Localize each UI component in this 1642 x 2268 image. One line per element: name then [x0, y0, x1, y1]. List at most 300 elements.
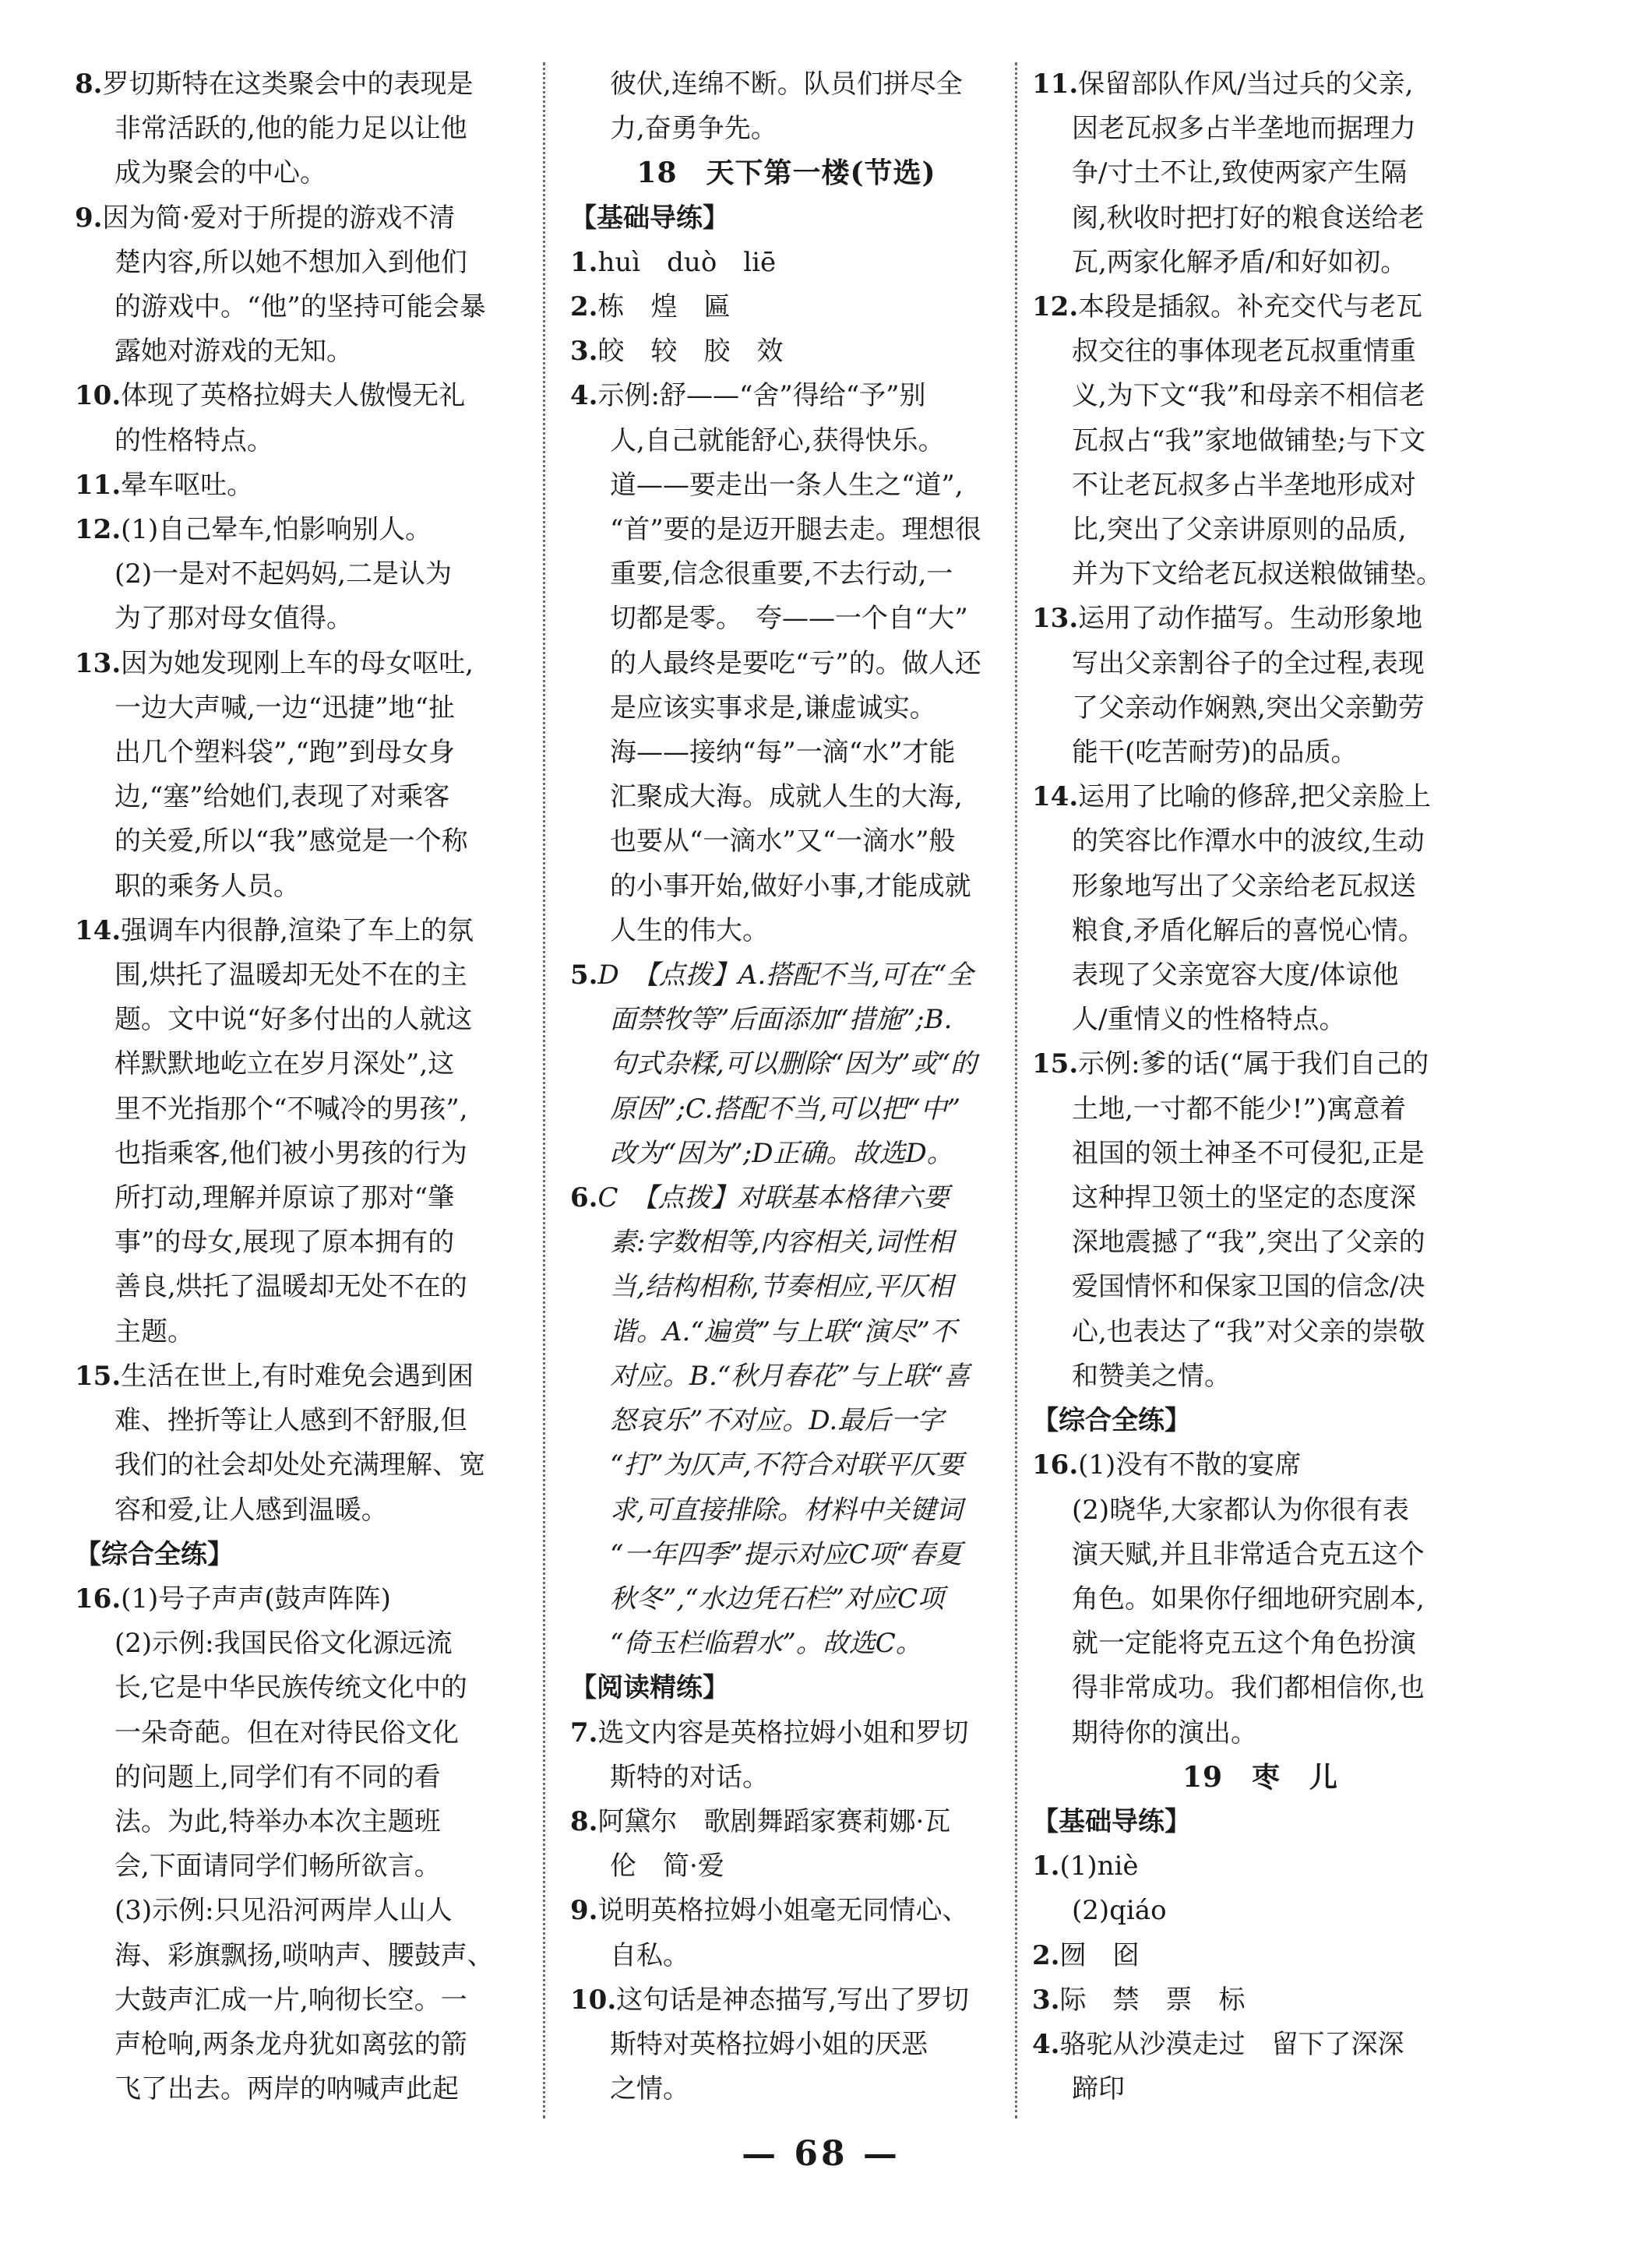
answer-line — [75, 597, 541, 641]
answer-text: 法。为此,特举办本次主题班 — [115, 1805, 441, 1837]
answer-column-2 — [570, 62, 1002, 2111]
answer-text: 人/重情义的性格特点。 — [1072, 1004, 1346, 1036]
answer-line — [1032, 1622, 1489, 1666]
answer-line — [75, 1756, 541, 1800]
answer-item — [75, 463, 541, 508]
answer-line — [570, 1577, 1002, 1622]
answer-text: 彼伏,连绵不断。队员们拼尽全 — [610, 69, 963, 100]
answer-text: 囫 囵 — [1059, 1939, 1140, 1971]
item-number: 5. — [570, 960, 598, 991]
answer-text: (3)示例:只见沿河两岸人山人 — [115, 1895, 453, 1927]
answer-line — [570, 1399, 1002, 1443]
answer-text: 运用了动作描写。生动形象地 — [1078, 603, 1423, 635]
item-number: 4. — [570, 380, 598, 412]
answer-text: 重要,信念很重要,不去行动,一 — [610, 558, 953, 590]
answer-text: 义,为下文“我”和母亲不相信老 — [1072, 380, 1425, 412]
answer-text: 叔交往的事体现老瓦叔重情重 — [1072, 336, 1416, 368]
answer-text: 是应该实事求是,谦虚诚实。 — [610, 692, 936, 724]
answer-text: 楚内容,所以她不想加入到他们 — [115, 246, 467, 278]
answer-text: 飞了出去。两岸的呐喊声此起 — [115, 2073, 459, 2105]
answer-line — [75, 1399, 541, 1443]
answer-text: 说明英格拉姆小姐毫无同情心、 — [597, 1895, 969, 1927]
answer-text: 并为下文给老瓦叔送粮做铺垫。 — [1072, 558, 1443, 590]
answer-line — [570, 1488, 1002, 1533]
answer-text: 演天赋,并且非常适合克五这个 — [1072, 1538, 1425, 1570]
answer-text: 就一定能将克五这个角色扮演 — [1072, 1628, 1416, 1660]
answer-item — [75, 1354, 541, 1399]
answer-line — [1032, 1132, 1489, 1176]
answer-line — [570, 2067, 1002, 2111]
answer-item — [570, 285, 1002, 329]
answer-text: 示例:舒——“舍”得给“予”别 — [597, 380, 926, 412]
answer-line — [570, 508, 1002, 552]
item-number: 15. — [75, 1360, 122, 1392]
answer-line — [1032, 1577, 1489, 1622]
answer-line — [1032, 241, 1489, 285]
answer-text: 示例:爹的话(“属于我们自己的 — [1078, 1048, 1429, 1080]
answer-text: 自私。 — [610, 1939, 689, 1971]
answer-text: 能干(吃苦耐劳)的品质。 — [1072, 737, 1358, 769]
answer-line — [570, 1354, 1002, 1399]
answer-text: 容和爱,让人感到温暖。 — [115, 1494, 388, 1526]
answer-line — [1032, 107, 1489, 151]
answer-line — [570, 642, 1002, 686]
answer-text: 的小事开始,做好小事,才能成就 — [610, 870, 971, 902]
answer-text: 得非常成功。我们都相信你,也 — [1072, 1672, 1425, 1704]
answer-text: 也指乘客,他们被小男孩的行为 — [115, 1137, 467, 1169]
explanation-text: “倚玉栏临碧水”。故选C。 — [610, 1628, 922, 1660]
explanation-text: 素:字数相等,内容相关,词性相 — [610, 1227, 954, 1259]
answer-line — [1032, 731, 1489, 775]
answer-text: 事”的母女,展现了原本拥有的 — [115, 1227, 455, 1259]
answer-line — [1032, 642, 1489, 686]
answer-item — [1032, 285, 1489, 329]
answer-line — [570, 1042, 1002, 1086]
lesson-title: 18 天下第一楼(节选) — [636, 157, 936, 190]
answer-text: 晕车呕吐。 — [121, 469, 254, 501]
answer-item — [570, 241, 1002, 285]
answer-line — [75, 241, 541, 285]
answer-line — [75, 998, 541, 1042]
answer-text: 道——要走出一条人生之“道”, — [610, 469, 964, 501]
answer-text: 选文内容是英格拉姆小姐和罗切 — [597, 1717, 969, 1749]
answer-text: 心,也表达了“我”对父亲的崇敬 — [1072, 1315, 1425, 1347]
answer-item — [570, 1978, 1002, 2023]
answer-text: 祖国的领土神圣不可侵犯,正是 — [1072, 1137, 1425, 1169]
answer-text: (2)示例:我国民俗文化源远流 — [115, 1628, 453, 1660]
answer-line — [570, 1934, 1002, 1978]
answer-text: 海——接纳“每”一滴“水”才能 — [610, 737, 956, 769]
answer-item — [1032, 1978, 1489, 2023]
answer-text: huì duò liē — [597, 246, 777, 278]
answer-text: 出几个塑料袋”,“跑”到母女身 — [115, 737, 455, 769]
answer-text: “首”要的是迈开腿去走。理想很 — [610, 514, 981, 546]
answer-line — [75, 2023, 541, 2067]
answer-item — [1032, 1443, 1489, 1488]
answer-text: 长,它是中华民族传统文化中的 — [115, 1672, 467, 1704]
answer-item — [1032, 1934, 1489, 1978]
explanation-text: 对应。B.“秋月春花”与上联“喜 — [610, 1360, 970, 1392]
answer-text: 成为聚会的中心。 — [115, 157, 326, 189]
answer-line — [1032, 329, 1489, 374]
answer-item — [1032, 597, 1489, 641]
item-number: 11. — [75, 469, 122, 501]
item-number: 14. — [75, 914, 122, 946]
answer-line — [75, 819, 541, 864]
answer-text: 强调车内很静,渲染了车上的氛 — [121, 914, 474, 946]
answer-item — [570, 1800, 1002, 1844]
item-number: 7. — [570, 1717, 598, 1749]
answer-text: 里不光指那个“不喊冷的男孩”, — [115, 1093, 468, 1125]
answer-text: 为了那对母女值得。 — [115, 603, 353, 635]
answer-line — [75, 731, 541, 775]
answer-line — [1032, 552, 1489, 597]
answer-line — [570, 998, 1002, 1042]
explanation-text: D 【点拨】A.搭配不当,可在“全 — [597, 960, 974, 991]
answer-text: 非常活跃的,他的能力足以让他 — [115, 113, 467, 145]
answer-text: 的关爱,所以“我”感觉是一个称 — [115, 826, 468, 858]
answer-item — [75, 508, 541, 552]
answer-text: 罗切斯特在这类聚会中的表现是 — [102, 69, 474, 100]
answer-line — [75, 1889, 541, 1933]
answer-text: 因为简·爱对于所提的游戏不清 — [102, 202, 456, 234]
answer-text: 也要从“一滴水”又“一滴水”般 — [610, 826, 956, 858]
answer-line — [570, 2023, 1002, 2067]
answer-item — [570, 329, 1002, 374]
item-number: 8. — [570, 1805, 598, 1837]
answer-text: 运用了比喻的修辞,把父亲脸上 — [1078, 781, 1431, 813]
answer-text: 边,“塞”给她们,表现了对乘客 — [115, 781, 450, 813]
answer-line — [570, 1132, 1002, 1176]
section-header: 【综合全练】 — [1032, 1405, 1191, 1437]
answer-text: 这种捍卫领土的坚定的态度深 — [1072, 1182, 1416, 1214]
answer-line — [75, 1443, 541, 1488]
section-header: 【阅读精练】 — [570, 1672, 729, 1704]
section-header: 【基础导练】 — [570, 202, 729, 234]
answer-line — [1032, 1087, 1489, 1132]
answer-text: 大鼓声汇成一片,响彻长空。一 — [115, 1984, 467, 2016]
answer-item — [1032, 775, 1489, 819]
answer-text: 蹄印 — [1072, 2073, 1125, 2105]
item-number: 15. — [1032, 1048, 1079, 1080]
answer-line — [570, 1756, 1002, 1800]
answer-line — [75, 107, 541, 151]
answer-text: 斯特的对话。 — [610, 1761, 769, 1793]
answer-text: 角色。如果你仔细地研究剧本, — [1072, 1583, 1425, 1615]
answer-text: 样默默地屹立在岁月深处”,这 — [115, 1048, 455, 1080]
answer-item — [570, 1889, 1002, 1933]
answer-text: 难、挫折等让人感到不舒服,但 — [115, 1405, 467, 1437]
answer-item — [1032, 62, 1489, 107]
answer-text: 之情。 — [610, 2073, 689, 2105]
answer-text: (1)没有不散的宴席 — [1078, 1449, 1302, 1481]
answer-line — [1032, 508, 1489, 552]
answer-line — [75, 1220, 541, 1265]
explanation-text: “一年四季”提示对应C项“春夏 — [610, 1538, 963, 1570]
answer-text: 海、彩旗飘扬,唢呐声、腰鼓声、 — [115, 1939, 494, 1971]
answer-text: 我们的社会却处处充满理解、宽 — [115, 1449, 485, 1481]
item-number: 3. — [570, 336, 598, 368]
answer-line — [75, 552, 541, 597]
answer-line — [1032, 419, 1489, 463]
answer-line — [75, 953, 541, 998]
answer-line — [1032, 819, 1489, 864]
answer-text: 这句话是神态描写,写出了罗切 — [616, 1984, 969, 2016]
answer-text: 不让老瓦叔多占半垄地形成对 — [1072, 469, 1416, 501]
lesson-title: 19 枣 儿 — [1182, 1760, 1339, 1794]
answer-line — [1032, 686, 1489, 731]
item-number: 6. — [570, 1182, 598, 1214]
answer-text: 的问题上,同学们有不同的看 — [115, 1761, 441, 1793]
answer-item — [75, 196, 541, 241]
answer-line — [570, 1443, 1002, 1488]
item-number: 1. — [1032, 1851, 1060, 1882]
answer-text: 的人最终是要吃“亏”的。做人还 — [610, 647, 981, 679]
answer-text: 皎 较 胶 效 — [597, 336, 784, 368]
answer-column-1 — [75, 62, 541, 2111]
explanation-text: 谐。A.“遍赏”与上联“演尽”不 — [610, 1315, 957, 1347]
answer-line — [570, 1844, 1002, 1889]
answer-text: 一边大声喊,一边“迅捷”地“扯 — [115, 692, 455, 724]
answer-text: (2)晓华,大家都认为你很有表 — [1072, 1494, 1409, 1526]
answer-text: 土地,一寸都不能少!”)寓意着 — [1072, 1093, 1407, 1125]
answer-line — [75, 1800, 541, 1844]
answer-text: (1)号子声声(鼓声阵阵) — [121, 1583, 391, 1615]
answer-line — [75, 419, 541, 463]
answer-text: 写出父亲割谷子的全过程,表现 — [1072, 647, 1425, 679]
answer-text: 因老瓦叔多占半垄地而据理力 — [1072, 113, 1416, 145]
answer-text: 骆驼从沙漠走过 留下了深深 — [1059, 2028, 1404, 2060]
explanation-text: 原因”;C.搭配不当,可以把“中” — [610, 1093, 961, 1125]
answer-text: 汇聚成大海。成就人生的大海, — [610, 781, 963, 813]
explanation-text: 秋冬”,“水边凭石栏”对应C项 — [610, 1583, 944, 1615]
item-number: 12. — [1032, 291, 1079, 323]
item-number: 1. — [570, 246, 598, 278]
answer-line — [75, 686, 541, 731]
answer-text: 形象地写出了父亲给老瓦叔送 — [1072, 870, 1416, 902]
answer-line — [1032, 1488, 1489, 1533]
answer-text: 的笑容比作潭水中的波纹,生动 — [1072, 826, 1425, 858]
answer-line — [1032, 196, 1489, 241]
answer-text: 期待你的演出。 — [1072, 1717, 1257, 1749]
item-number: 12. — [75, 514, 122, 546]
explanation-text: “打”为仄声,不符合对联平仄要 — [610, 1449, 964, 1481]
item-number: 13. — [1032, 603, 1079, 635]
answer-line — [1032, 1711, 1489, 1756]
answer-item — [75, 642, 541, 686]
answer-text: 和赞美之情。 — [1072, 1360, 1231, 1392]
answer-text: (2)qiáo — [1072, 1895, 1167, 1927]
answer-line — [75, 775, 541, 819]
item-number: 4. — [1032, 2028, 1060, 2060]
item-number: 3. — [1032, 1984, 1060, 2016]
answer-line — [570, 419, 1002, 463]
answer-text: 人生的伟大。 — [610, 914, 769, 946]
answer-line — [1032, 1176, 1489, 1220]
answer-text: 争/寸土不让,致使两家产生隔 — [1072, 157, 1408, 189]
item-number: 11. — [1032, 69, 1079, 100]
item-number: 2. — [570, 291, 598, 323]
item-number: 10. — [570, 1984, 617, 2016]
explanation-text: 怒哀乐”不对应。D.最后一字 — [610, 1405, 944, 1437]
answer-line — [75, 1622, 541, 1666]
answer-item — [570, 953, 1002, 998]
answer-line — [570, 731, 1002, 775]
answer-text: (1)自己晕车,怕影响别人。 — [121, 514, 432, 546]
answer-item — [570, 374, 1002, 418]
answer-line — [75, 1132, 541, 1176]
answer-line — [570, 1622, 1002, 1666]
answer-line — [75, 329, 541, 374]
answer-text: 际 禁 票 标 — [1059, 1984, 1246, 2016]
answer-item — [75, 909, 541, 953]
item-number: 2. — [1032, 1939, 1060, 1971]
answer-line — [75, 1176, 541, 1220]
item-number: 10. — [75, 380, 122, 412]
answer-text: 力,奋勇争先。 — [610, 113, 777, 145]
answer-line — [570, 107, 1002, 151]
answer-text: 切都是零。 夸——一个自“大” — [610, 603, 968, 635]
answer-line — [1032, 374, 1489, 418]
answer-item — [75, 374, 541, 418]
answer-line — [75, 1978, 541, 2023]
answer-line — [1032, 1533, 1489, 1577]
answer-text: 的游戏中。“他”的坚持可能会暴 — [115, 291, 486, 323]
answer-line — [570, 1220, 1002, 1265]
explanation-text: 改为“因为”;D正确。故选D。 — [610, 1137, 953, 1169]
answer-text: 一朵奇葩。但在对待民俗文化 — [115, 1717, 459, 1749]
answer-line — [570, 1087, 1002, 1132]
answer-line — [570, 552, 1002, 597]
answer-line — [75, 1310, 541, 1354]
item-number: 16. — [1032, 1449, 1079, 1481]
answer-text: 爱国情怀和保家卫国的信念/决 — [1072, 1271, 1425, 1303]
answer-line — [570, 463, 1002, 508]
answer-text: 比,突出了父亲讲原则的品质, — [1072, 514, 1407, 546]
answer-text: 深地震撼了“我”,突出了父亲的 — [1072, 1227, 1425, 1259]
answer-text: 栋 煌 匾 — [597, 291, 731, 323]
answer-text: 伦 简·爱 — [610, 1851, 724, 1882]
answer-text: 职的乘务人员。 — [115, 870, 300, 902]
answer-line — [1032, 953, 1489, 998]
page-number: — 68 — — [742, 2134, 900, 2174]
answer-line — [75, 1934, 541, 1978]
answer-line — [570, 819, 1002, 864]
answer-line — [75, 1711, 541, 1756]
answer-line — [570, 909, 1002, 953]
answer-text: 会,下面请同学们畅所欲言。 — [115, 1851, 441, 1882]
answer-line — [570, 62, 1002, 107]
answer-text: 声枪响,两条龙舟犹如离弦的箭 — [115, 2028, 467, 2060]
section-header: 【基础导练】 — [1032, 1805, 1191, 1837]
answer-line — [75, 285, 541, 329]
answer-item — [75, 1577, 541, 1622]
answer-line — [75, 1844, 541, 1889]
answer-text: 阿黛尔 歌剧舞蹈家赛莉娜·瓦 — [597, 1805, 951, 1837]
answer-text: 因为她发现刚上车的母女呕吐, — [121, 647, 474, 679]
answer-text: (1)niè — [1059, 1851, 1139, 1882]
answer-line — [75, 1488, 541, 1533]
answer-text: 了父亲动作娴熟,突出父亲勤劳 — [1072, 692, 1425, 724]
answer-line — [570, 865, 1002, 909]
answer-line — [75, 1087, 541, 1132]
explanation-text: 当,结构相称,节奏相应,平仄相 — [610, 1271, 953, 1303]
column-divider — [1015, 62, 1017, 2118]
item-number: 16. — [75, 1583, 122, 1615]
item-number: 9. — [570, 1895, 598, 1927]
column-divider — [543, 62, 545, 2118]
answer-text: 人,自己就能舒心,获得快乐。 — [610, 424, 945, 456]
answer-line — [75, 1042, 541, 1086]
answer-line — [1032, 1354, 1489, 1399]
item-number: 9. — [75, 202, 103, 234]
answer-item — [1032, 1844, 1489, 1889]
answer-text: (2)一是对不起妈妈,二是认为 — [115, 558, 452, 590]
answer-text: 表现了父亲宽容大度/体谅他 — [1072, 960, 1399, 991]
answer-line — [75, 2067, 541, 2111]
answer-text: 围,烘托了温暖却无处不在的主 — [115, 960, 467, 991]
answer-text: 题。文中说“好多付出的人就这 — [115, 1004, 473, 1036]
answer-text: 本段是插叙。补充交代与老瓦 — [1078, 291, 1423, 323]
answer-line — [75, 1265, 541, 1309]
answer-line — [1032, 463, 1489, 508]
answer-line — [1032, 1220, 1489, 1265]
answer-line — [75, 865, 541, 909]
item-number: 13. — [75, 647, 122, 679]
item-number: 14. — [1032, 781, 1079, 813]
answer-line — [570, 1533, 1002, 1577]
answer-line — [570, 775, 1002, 819]
answer-text: 瓦叔占“我”家地做铺垫;与下文 — [1072, 424, 1426, 456]
answer-item — [570, 1711, 1002, 1756]
answer-text: 生活在世上,有时难免会遇到困 — [121, 1360, 474, 1392]
answer-text: 的性格特点。 — [115, 424, 273, 456]
answer-line — [1032, 865, 1489, 909]
answer-item — [75, 62, 541, 107]
answer-item — [1032, 1042, 1489, 1086]
answer-text: 瓦,两家化解矛盾/和好如初。 — [1072, 246, 1408, 278]
answer-line — [75, 151, 541, 195]
answer-line — [1032, 1889, 1489, 1933]
answer-line — [75, 1666, 541, 1710]
answer-text: 阂,秋收时把打好的粮食送给老 — [1072, 202, 1425, 234]
explanation-text: 求,可直接排除。材料中关键词 — [610, 1494, 963, 1526]
section-header: 【综合全练】 — [75, 1538, 234, 1570]
answer-line — [1032, 1310, 1489, 1354]
answer-line — [570, 597, 1002, 641]
explanation-text: 句式杂糅,可以删除“因为”或“的 — [610, 1048, 977, 1080]
answer-text: 所打动,理解并原谅了那对“肇 — [115, 1182, 455, 1214]
answer-text: 保留部队作风/当过兵的父亲, — [1078, 69, 1414, 100]
answer-line — [1032, 2067, 1489, 2111]
item-number: 8. — [75, 69, 103, 100]
answer-text: 斯特对英格拉姆小姐的厌恶 — [610, 2028, 928, 2060]
answer-line — [570, 1265, 1002, 1309]
answer-text: 主题。 — [115, 1315, 194, 1347]
answer-item — [570, 1176, 1002, 1220]
answer-line — [570, 1310, 1002, 1354]
answer-line — [1032, 1265, 1489, 1309]
answer-line — [1032, 909, 1489, 953]
explanation-text: C 【点拨】对联基本格律六要 — [597, 1182, 950, 1214]
answer-line — [1032, 998, 1489, 1042]
answer-line — [570, 686, 1002, 731]
explanation-text: 面禁牧等”后面添加“措施”;B. — [610, 1004, 953, 1036]
answer-text: 善良,烘托了温暖却无处不在的 — [115, 1271, 467, 1303]
answer-column-3 — [1032, 62, 1489, 2111]
answer-item — [1032, 2023, 1489, 2067]
answer-text: 体现了英格拉姆夫人傲慢无礼 — [121, 380, 466, 412]
